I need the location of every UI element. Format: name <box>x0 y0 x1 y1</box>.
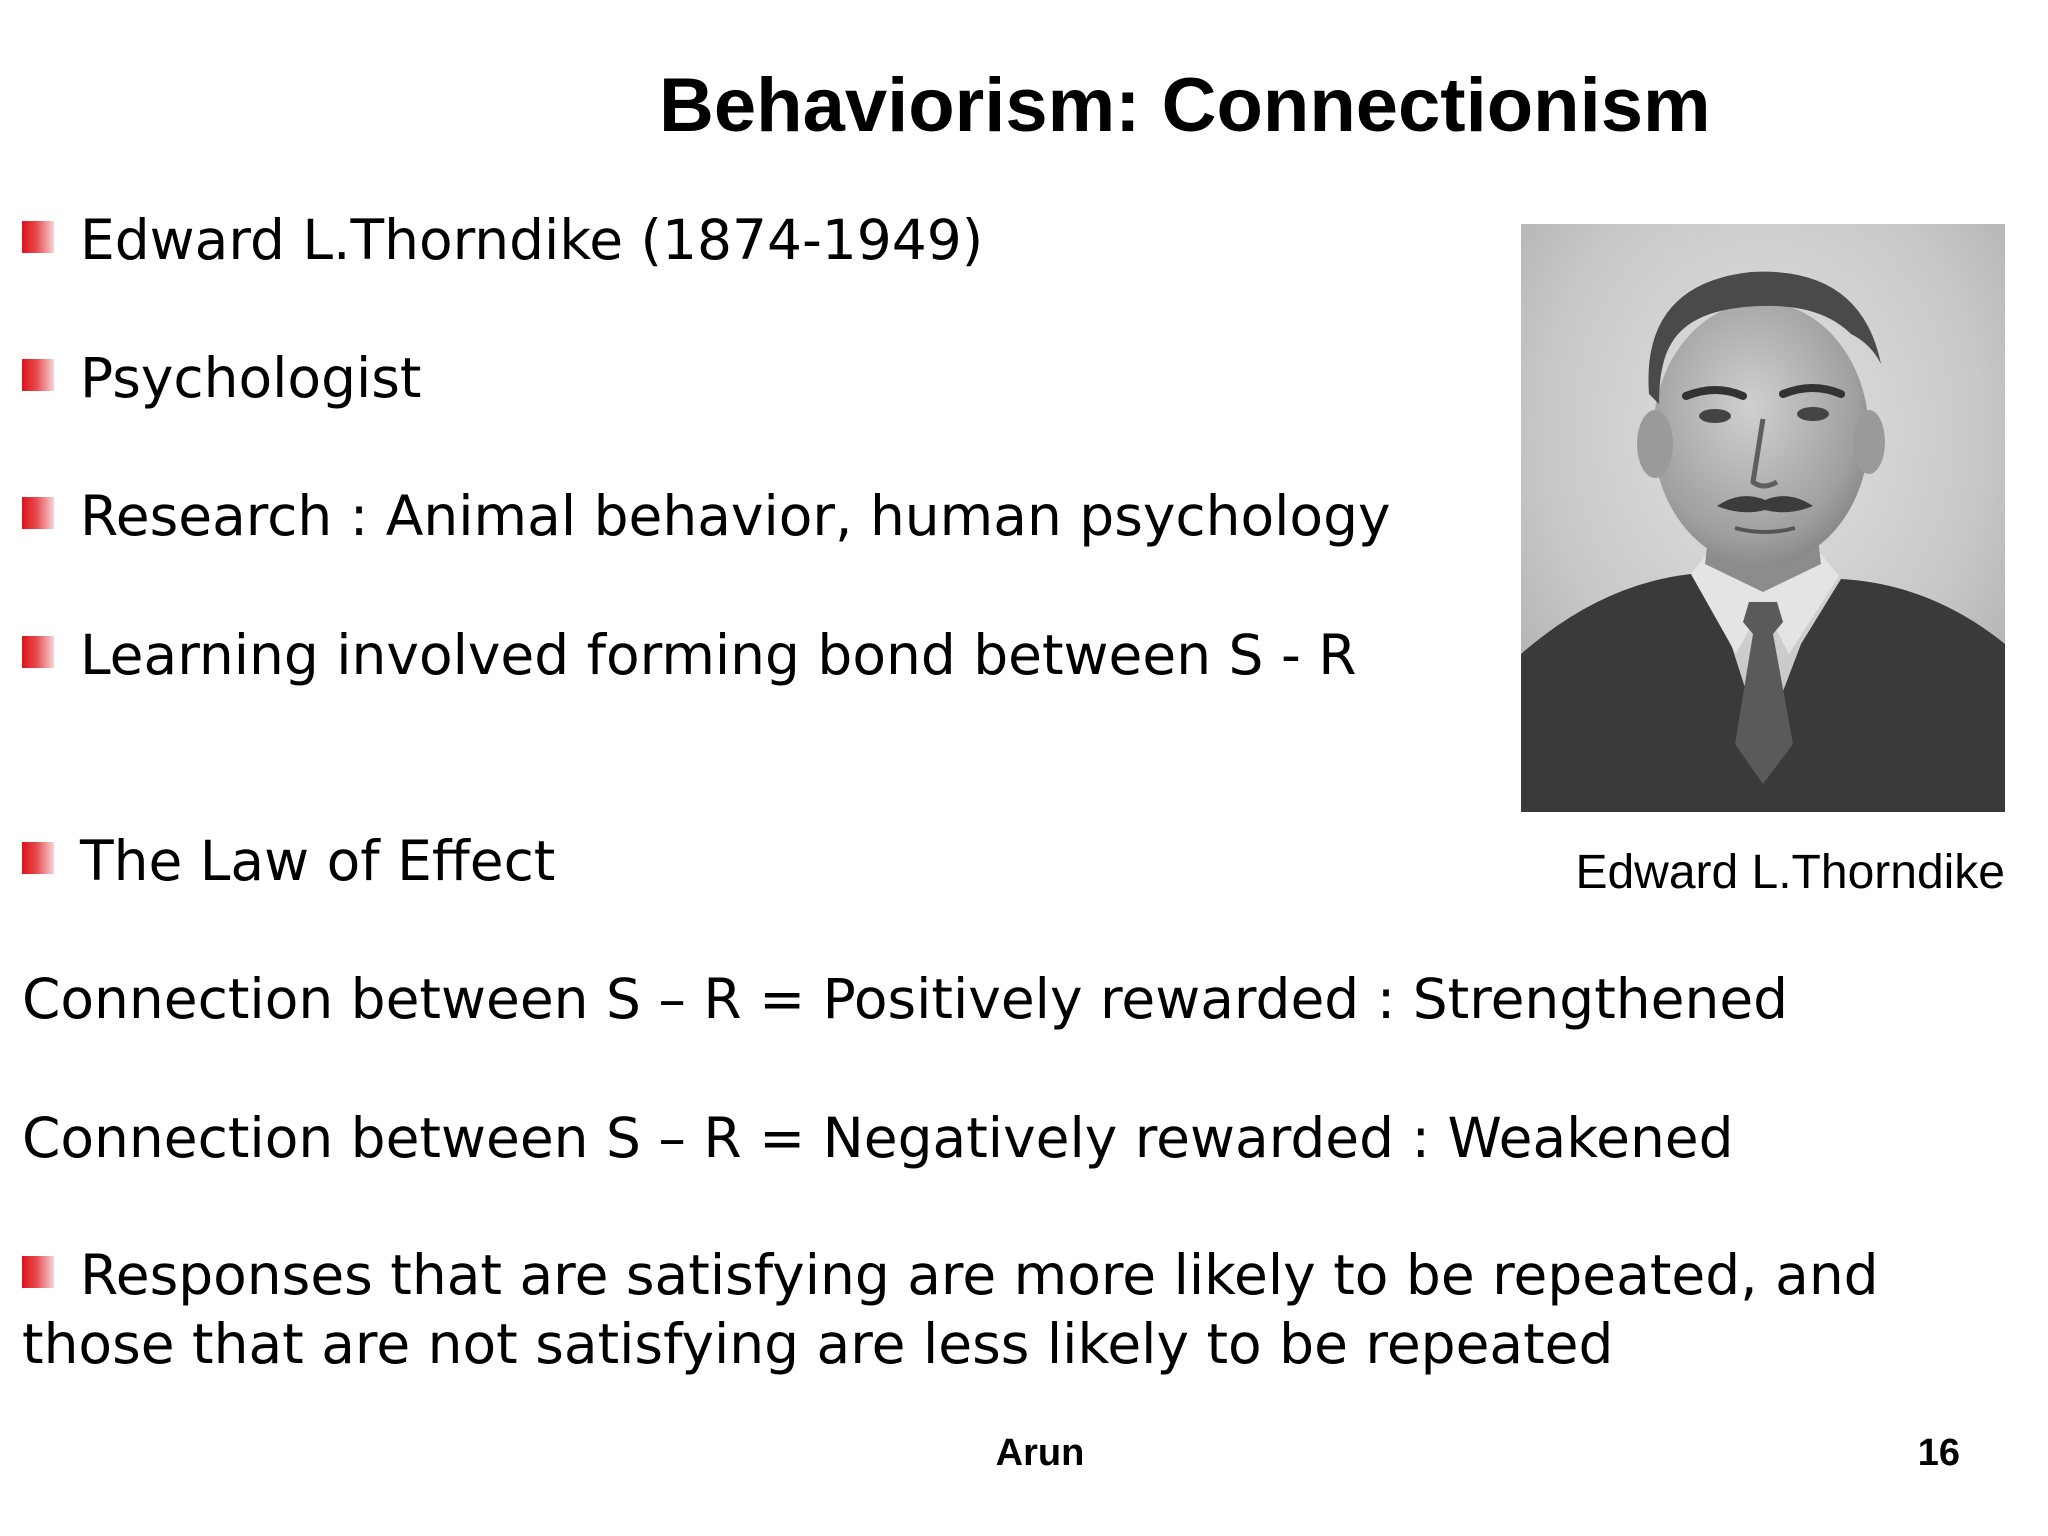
red-square-bullet-icon <box>22 221 54 253</box>
bullet-text: Psychologist <box>80 346 422 410</box>
red-square-bullet-icon <box>22 636 54 668</box>
red-square-bullet-icon <box>22 497 54 529</box>
bullet-item <box>22 828 555 894</box>
connection-line-negative: Connection between S – R = Negatively rewarded : Weakened <box>22 1106 1734 1170</box>
bullet-text: The Law of Effect <box>80 829 556 893</box>
bullet-item <box>22 207 983 273</box>
slide-title: Behaviorism: Connectionism <box>659 63 1711 148</box>
bullet-item <box>22 1241 2012 1379</box>
red-square-bullet-icon <box>22 359 54 391</box>
red-square-bullet-icon <box>22 1256 54 1288</box>
bullet-text: Research : Animal behavior, human psychology <box>80 484 1391 548</box>
red-square-bullet-icon <box>22 842 54 874</box>
footer-author: Arun <box>995 1432 1085 1474</box>
portrait-photo <box>1521 224 2005 812</box>
photo-caption: Edward L.Thorndike <box>1575 846 2005 899</box>
bullet-item <box>22 345 422 411</box>
bullet-item <box>22 483 1391 549</box>
bullet-text: Responses that are satisfying are more likely to be repeated, and those that are not satisfying are less likely to be repeated <box>22 1243 1879 1376</box>
bullet-text: Learning involved forming bond between S - R <box>80 623 1357 687</box>
bullet-text: Edward L.Thorndike (1874-1949) <box>80 208 984 272</box>
bullet-item <box>22 622 1357 688</box>
page-number: 16 <box>1917 1432 1960 1474</box>
connection-line-positive: Connection between S – R = Positively rewarded : Strengthened <box>22 967 1789 1031</box>
